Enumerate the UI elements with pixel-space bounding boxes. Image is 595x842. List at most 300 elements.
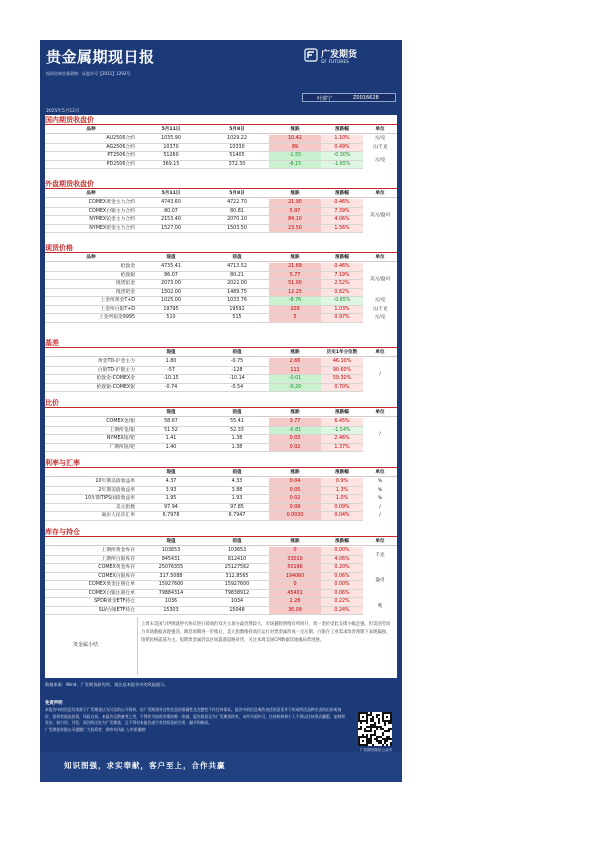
table-header-domestic — [45, 126, 397, 134]
column-header: 涨跌幅 — [321, 538, 363, 546]
gf-logo-icon — [304, 48, 318, 62]
column-header: 涨跌 — [269, 538, 321, 546]
column-header: 单位 — [363, 349, 397, 357]
cell-pct: -0.85% — [321, 297, 363, 306]
table-row — [45, 427, 397, 436]
cell-name: COMEX白银主力合约 — [45, 208, 137, 217]
cell-a: 369.15 — [137, 161, 205, 170]
section-title-inventory: 库存与持仓 — [45, 527, 397, 537]
table-header-inventory — [45, 538, 397, 546]
cell-pct: 7.19% — [321, 272, 363, 281]
cell-a: 15303 — [137, 607, 205, 616]
cell-chg: 21.90 — [269, 199, 321, 208]
cell-a: 15927600 — [137, 581, 205, 590]
section-title-ratio: 比价 — [45, 398, 397, 408]
cell-pct: 0.24% — [321, 607, 363, 616]
cell-chg: 2.28 — [269, 598, 321, 607]
column-header: 涨跌 — [269, 126, 321, 134]
cell-pct: -0.30% — [321, 152, 363, 161]
cell-b: 2022.00 — [205, 280, 269, 289]
cell-chg: 0.05 — [269, 487, 321, 496]
table-row — [45, 144, 397, 153]
cell-chg: 21.89 — [269, 263, 321, 272]
cell-b: 52.33 — [205, 427, 269, 436]
cell-a: 80.07 — [137, 208, 205, 217]
table-row — [45, 272, 397, 281]
cell-chg: 45401 — [269, 590, 321, 599]
summary-label: 贵金属小结 — [73, 642, 99, 648]
column-header: 5月11日 — [137, 126, 205, 134]
cell-b: 15927600 — [205, 581, 269, 590]
cell-b: 79838912 — [205, 590, 269, 599]
cell-name: 美元指数 — [45, 504, 137, 513]
cell-a: 6.7978 — [137, 512, 205, 521]
column-header: 单位 — [363, 190, 397, 198]
cell-b: 15048 — [205, 607, 269, 616]
cell-name: 离岸人民币汇率 — [45, 512, 137, 521]
cell-a: 97.94 — [137, 504, 205, 513]
section-title-basis: 基差 — [45, 338, 397, 348]
table-row — [45, 581, 397, 590]
cell-name: 伦敦金 — [45, 263, 137, 272]
cell-chg: 111 — [269, 367, 321, 376]
cell-chg: 0.02 — [269, 495, 321, 504]
cell-b: 55.41 — [205, 418, 269, 427]
qr-code-icon — [358, 712, 392, 746]
table-row — [45, 573, 397, 582]
column-header: 现值 — [137, 409, 205, 417]
cell-name: NYMEX铂/钯 — [45, 435, 137, 444]
table-row — [45, 384, 397, 393]
cell-name: 10年期TIPS国债收益率 — [45, 495, 137, 504]
column-header: 前值 — [205, 349, 269, 357]
unit-label: 吨 — [377, 604, 383, 609]
table-row — [45, 225, 397, 234]
table-row — [45, 444, 397, 453]
section-title-spot: 现货价格 — [45, 243, 397, 253]
cell-pct: 0.70% — [321, 384, 363, 393]
column-header — [45, 469, 137, 477]
cell-name: 上金所铂金9995 — [45, 314, 137, 323]
cell-b: 80.21 — [205, 272, 269, 281]
cell-chg: 0.02 — [269, 444, 321, 453]
cell-pct: 6.45% — [321, 418, 363, 427]
cell-a: 4735.41 — [137, 263, 205, 272]
report-title: 贵金属期现日报 — [46, 48, 155, 66]
table-row — [45, 495, 397, 504]
table-row — [45, 314, 397, 323]
table-row — [45, 358, 397, 367]
cell-pct: 4.06% — [321, 216, 363, 225]
cell-chg: -0.81 — [269, 427, 321, 436]
cell-b: 25127562 — [205, 564, 269, 573]
cell-a: 86.07 — [137, 272, 205, 281]
cell-a: 10370 — [137, 144, 205, 153]
cell-name: 广期所铂/钯 — [45, 444, 137, 453]
cell-b: 312.8565 — [205, 573, 269, 582]
cell-pct: 1.3% — [321, 487, 363, 496]
cell-name: SLV白银ETF持仓 — [45, 607, 137, 616]
cell-chg: 5 — [269, 314, 321, 323]
cell-pct: 0.22% — [321, 598, 363, 607]
cell-a: 1036 — [137, 598, 205, 607]
column-header: 品种 — [45, 254, 137, 262]
cell-a: 845431 — [137, 556, 205, 565]
cell-b: 1034 — [205, 598, 269, 607]
cell-b: 2070.10 — [205, 216, 269, 225]
table-row — [45, 161, 397, 170]
summary-block — [45, 617, 397, 675]
column-header: 5月8日 — [205, 190, 269, 198]
column-header: 涨跌 — [269, 190, 321, 198]
table-row — [45, 208, 397, 217]
unit-label: 元/克 — [374, 315, 386, 320]
cell-pct: 0.97% — [321, 314, 363, 323]
cell-a: 51.52 — [137, 427, 205, 436]
cell-name: 上金所黄金T+D — [45, 297, 137, 306]
cell-pct: 0.9% — [321, 478, 363, 487]
report-content — [45, 115, 397, 678]
cell-chg: 5.77 — [269, 272, 321, 281]
cell-a: 1.95 — [137, 495, 205, 504]
column-header — [45, 409, 137, 417]
cell-pct: 0.82% — [321, 289, 363, 298]
cell-b: 1489.75 — [205, 289, 269, 298]
cell-name: 上期所金/银 — [45, 427, 137, 436]
cell-b: 1.38 — [205, 444, 269, 453]
column-header: 5月8日 — [205, 126, 269, 134]
cell-a: 1.41 — [137, 435, 205, 444]
cell-b: -0.54 — [205, 384, 269, 393]
cell-pct: 1.37% — [321, 444, 363, 453]
column-header: 5月11日 — [137, 190, 205, 198]
cell-a: -10.15 — [137, 375, 205, 384]
report-date: 2025年5月12日 — [46, 109, 80, 114]
table-row — [45, 547, 397, 556]
column-header: 前值 — [205, 254, 269, 262]
table-row — [45, 367, 397, 376]
cell-a: -57 — [137, 367, 205, 376]
cell-pct: -1.65% — [321, 161, 363, 170]
cell-b: 1029.22 — [205, 135, 269, 144]
column-header: 现值 — [137, 254, 205, 262]
cell-pct: 0.20% — [321, 564, 363, 573]
cell-a: 25076355 — [137, 564, 205, 573]
cell-b: -10.14 — [205, 375, 269, 384]
cell-a: 4743.60 — [137, 199, 205, 208]
cell-a: 510 — [137, 314, 205, 323]
cell-chg: 33010 — [269, 556, 321, 565]
table-row — [45, 564, 397, 573]
table-row — [45, 478, 397, 487]
table-row — [45, 306, 397, 315]
cell-name: 伦敦银 — [45, 272, 137, 281]
cell-name: 伦敦银-COMEX银 — [45, 384, 137, 393]
cell-a: 1527.00 — [137, 225, 205, 234]
column-header: 涨跌幅 — [321, 254, 363, 262]
cell-chg: -6.15 — [269, 161, 321, 170]
column-header: 涨跌 — [269, 409, 321, 417]
table-row — [45, 152, 397, 161]
cell-b: 97.85 — [205, 504, 269, 513]
cell-chg: 0.03 — [269, 435, 321, 444]
cell-pct: 0.09% — [321, 504, 363, 513]
column-header: 涨跌幅 — [321, 126, 363, 134]
cell-chg: 84.10 — [269, 216, 321, 225]
cell-b: 6.7947 — [205, 512, 269, 521]
cell-chg: 51.00 — [269, 280, 321, 289]
cell-name: 现货铂金 — [45, 280, 137, 289]
unit-label: 元/克 — [374, 298, 386, 303]
column-header: 涨跌 — [269, 254, 321, 262]
cell-chg: -0.20 — [269, 384, 321, 393]
cell-chg: -1.55 — [269, 152, 321, 161]
cell-name: PT2506合约 — [45, 152, 137, 161]
unit-label: 千克 — [375, 553, 385, 558]
table-row — [45, 598, 397, 607]
cell-b: 103653 — [205, 547, 269, 556]
cell-chg: 36.09 — [269, 607, 321, 616]
cell-b: 1.93 — [205, 495, 269, 504]
section-title-rates: 利率与汇率 — [45, 458, 397, 468]
summary-divider — [137, 617, 138, 675]
cell-chg: 203 — [269, 306, 321, 315]
unit-label: / — [379, 504, 381, 510]
unit-label: 美元/盎司 — [370, 213, 390, 218]
table-row — [45, 487, 397, 496]
cell-a: 3.93 — [137, 487, 205, 496]
section-title-domestic: 国内期货收盘价 — [45, 115, 397, 125]
cell-b: 4.33 — [205, 478, 269, 487]
author-id: Z0016628 — [353, 95, 379, 101]
cell-a: 4.37 — [137, 478, 205, 487]
table-header-spot — [45, 254, 397, 262]
cell-a: 51260 — [137, 152, 205, 161]
cell-a: 1502.00 — [137, 289, 205, 298]
cell-b: 1.38 — [205, 435, 269, 444]
unit-label: 美元/盎司 — [370, 277, 390, 282]
cell-chg: 0.09 — [269, 504, 321, 513]
cell-chg: 2.66 — [269, 358, 321, 367]
column-header: 前值 — [205, 469, 269, 477]
cell-b: 80.81 — [205, 208, 269, 217]
cell-pct: 46.10% — [321, 358, 363, 367]
cell-a: 79884314 — [137, 590, 205, 599]
logo-name: 广发期货 — [321, 50, 358, 60]
column-header — [45, 538, 137, 546]
cell-name: SPDR黄金ETF持仓 — [45, 598, 137, 607]
cell-name: NYMEX钯金主力合约 — [45, 225, 137, 234]
cell-b: 3.88 — [205, 487, 269, 496]
cell-a: 1035.90 — [137, 135, 205, 144]
cell-a: 1.40 — [137, 444, 205, 453]
cell-chg: 0.0030 — [269, 512, 321, 521]
cell-name: 10年期美债收益率 — [45, 478, 137, 487]
table-header-foreign — [45, 190, 397, 198]
cell-pct: 1.10% — [321, 135, 363, 144]
cell-name: 伦敦金-COMEX金 — [45, 375, 137, 384]
license-text: 投资咨询业务资格：证监许可【2011】1292号 — [46, 71, 131, 76]
author-box — [302, 93, 396, 102]
cell-pct: 7.39% — [321, 208, 363, 217]
cell-a: 103653 — [137, 547, 205, 556]
table-header-ratio — [45, 409, 397, 417]
table-row — [45, 216, 397, 225]
unit-label: / — [379, 513, 381, 518]
cell-chg: 10.42 — [269, 135, 321, 144]
column-header: 品种 — [45, 190, 137, 198]
column-header: 涨跌幅 — [321, 409, 363, 417]
cell-chg: 0 — [269, 547, 321, 556]
cell-pct: 1.56% — [321, 225, 363, 234]
cell-a: 58.67 — [137, 418, 205, 427]
cell-chg: 89 — [269, 144, 321, 153]
column-header: 单位 — [363, 469, 397, 477]
qr-caption: 广发期货微信公众号 — [359, 748, 393, 752]
cell-pct: 0.49% — [321, 144, 363, 153]
column-header: 涨跌幅 — [321, 190, 363, 198]
column-header: 单位 — [363, 409, 397, 417]
cell-a: 1025.00 — [137, 297, 205, 306]
cell-chg: 0 — [269, 581, 321, 590]
table-row — [45, 512, 397, 521]
column-header: 现值 — [137, 538, 205, 546]
cell-a: 2153.40 — [137, 216, 205, 225]
cell-name: NYMEX铂金主力合约 — [45, 216, 137, 225]
unit-label: 元/克 — [374, 136, 386, 141]
column-header: 涨跌幅 — [321, 469, 363, 477]
table-header-rates — [45, 469, 397, 477]
cell-chg: 23.50 — [269, 225, 321, 234]
unit-label: 元/克 — [374, 158, 386, 163]
cell-chg: 12.25 — [269, 289, 321, 298]
data-source: 数据来源：Wind、广发期货研究所，请注意本报告中的风险提示。 — [45, 682, 169, 687]
cell-b: 4713.52 — [205, 263, 269, 272]
column-header — [45, 349, 137, 357]
cell-name: COMEX黄金主力合约 — [45, 199, 137, 208]
column-header: 涨跌 — [269, 349, 321, 357]
cell-name: 黄金TD-沪金主力 — [45, 358, 137, 367]
column-header: 单位 — [363, 254, 397, 262]
cell-pct: 0.06% — [321, 573, 363, 582]
table-row — [45, 504, 397, 513]
cell-pct: 0.06% — [321, 590, 363, 599]
report-header — [40, 40, 402, 90]
column-header: 品种 — [45, 126, 137, 134]
column-header: 历史1年分位数 — [321, 349, 363, 357]
cell-name: 白银TD-沪银主力 — [45, 367, 137, 376]
disclaimer-text: 本报告中的信息均来源于广发期货认为可信的公开资料，但广发期货对这些信息的准确性及完整性不作任何保证。报告中的信息或所表述的意见并不构成所述品种买卖的出价或询价，投资者据此投资，风险自担。本报告仅供参考之用，不得作为投资决策的唯一依据。报告版权仅为广发期货所有，未经书面许可，任何机构和个人不得以任何形式翻版、复制和发布。如引用、刊发，需注明出处为广发期货，且不得对本报告进行有悖原意的引用、删节和修改。 广发期货有限公司提醒广大投资者：期市有风险 入市需谨慎！ — [45, 707, 345, 732]
table-header-basis — [45, 349, 397, 357]
column-header: 单位 — [363, 126, 397, 134]
table-row — [45, 289, 397, 298]
cell-pct: 0.46% — [321, 199, 363, 208]
column-header: 单位 — [363, 538, 397, 546]
cell-chg: 0.04 — [269, 478, 321, 487]
unit-label: 元/千克 — [372, 144, 388, 150]
cell-b: -0.75 — [205, 358, 269, 367]
cell-pct: 59.30% — [321, 375, 363, 384]
table-row — [45, 590, 397, 599]
cell-name: COMEX白银注册仓单 — [45, 590, 137, 599]
cell-b: -128 — [205, 367, 269, 376]
column-header: 涨跌 — [269, 469, 321, 477]
cell-b: 19592 — [205, 306, 269, 315]
unit-label: % — [377, 496, 383, 501]
cell-b: 372.30 — [205, 161, 269, 170]
table-row — [45, 135, 397, 144]
cell-name: 上金所白银T+D — [45, 306, 137, 315]
cell-pct: -1.54% — [321, 427, 363, 436]
table-row — [45, 199, 397, 208]
cell-chg: 3.77 — [269, 418, 321, 427]
unit-label: 盎司 — [375, 578, 385, 583]
unit-label: % — [377, 479, 383, 484]
unit-label: / — [379, 432, 381, 437]
cell-chg: 194060 — [269, 573, 321, 582]
cell-name: 现货钯金 — [45, 289, 137, 298]
cell-b: 515 — [205, 314, 269, 323]
summary-text: 上周末美国与伊朗就停火协议进行磋商但双方立场分歧仍然较大，市场避险情绪有所回升，周一金价受此支撑小幅走强。但美国劳动力市场数据表现强劲，降息预期进一步推后，美元指数维持高位运行对贵金属形成一定压制。白银在工业需求改善预期下表现偏强，铂钯价格震荡为主。短期贵金属仍以区间震荡思路对待，关注本周美国CPI数据及地缘局势进展。 — [141, 622, 391, 643]
company-note: 广发期货有限公司提醒广大投资者：期市有风险 入市需谨慎！ — [45, 726, 149, 732]
cell-pct: 0.46% — [321, 263, 363, 272]
cell-pct: 4.06% — [321, 556, 363, 565]
cell-name: COMEX白银库存 — [45, 573, 137, 582]
logo-name-en: GF FUTURES — [321, 59, 350, 64]
table-row — [45, 280, 397, 289]
cell-name: COMEX金/银 — [45, 418, 137, 427]
cell-pct: 2.52% — [321, 280, 363, 289]
cell-b: 4722.70 — [205, 199, 269, 208]
slogan-text: 知识图强，求实奉献，客户至上，合作共赢 — [64, 761, 226, 770]
cell-a: 317.5088 — [137, 573, 205, 582]
report-page — [40, 40, 402, 782]
cell-name: COMEX黄金库存 — [45, 564, 137, 573]
cell-a: -0.74 — [137, 384, 205, 393]
cell-pct: 0.00% — [321, 547, 363, 556]
cell-pct: 90.60% — [321, 367, 363, 376]
column-header: 现值 — [137, 349, 205, 357]
cell-b: 1033.76 — [205, 297, 269, 306]
slogan-bar — [40, 752, 402, 782]
cell-b: 10330 — [205, 144, 269, 153]
cell-chg: 5.97 — [269, 208, 321, 217]
table-row — [45, 556, 397, 565]
cell-b: 51405 — [205, 152, 269, 161]
section-title-foreign: 外盘期货收盘价 — [45, 179, 397, 189]
cell-chg: -0.01 — [269, 375, 321, 384]
table-row — [45, 607, 397, 616]
cell-pct: 0.00% — [321, 581, 363, 590]
unit-label: / — [379, 372, 381, 377]
cell-name: AG2506合约 — [45, 144, 137, 153]
table-row — [45, 435, 397, 444]
cell-name: PD2506合约 — [45, 161, 137, 170]
disclaimer-heading: 免责声明 — [45, 701, 63, 706]
cell-b: 1503.50 — [205, 225, 269, 234]
table-row — [45, 263, 397, 272]
cell-name: 上期所白银库存 — [45, 556, 137, 565]
cell-name: 2年期美债收益率 — [45, 487, 137, 496]
cell-a: 2073.00 — [137, 280, 205, 289]
table-row — [45, 297, 397, 306]
cell-name: 上期所黄金库存 — [45, 547, 137, 556]
unit-label: 元/千克 — [372, 306, 388, 312]
cell-b: 812410 — [205, 556, 269, 565]
cell-a: 19795 — [137, 306, 205, 315]
table-row — [45, 375, 397, 384]
cell-pct: 2.46% — [321, 435, 363, 444]
